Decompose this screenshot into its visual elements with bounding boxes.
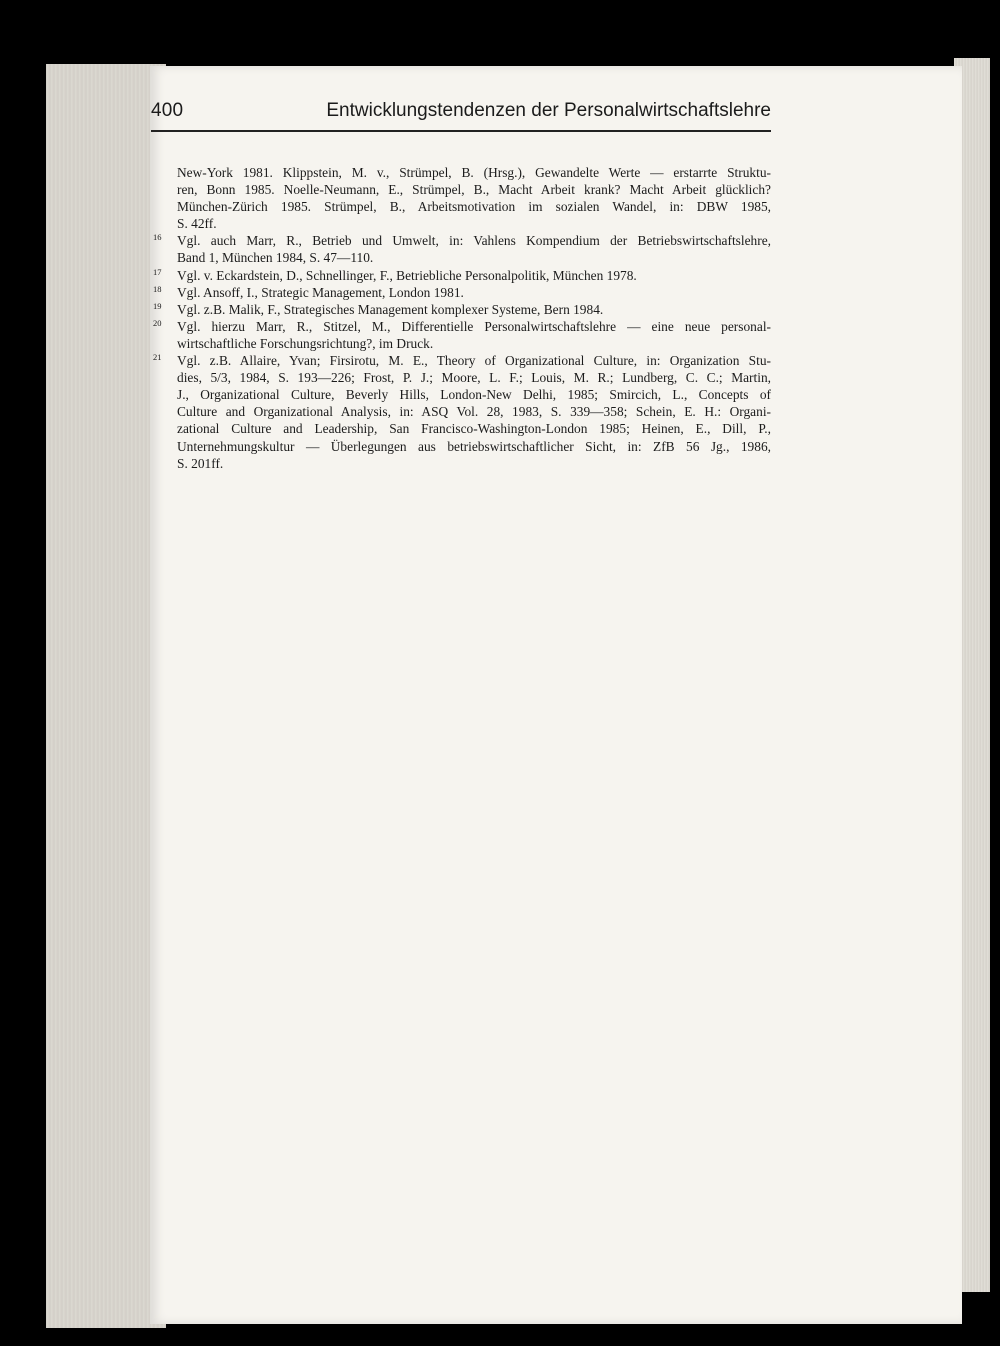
page-number: 400 xyxy=(151,100,184,121)
footnote-line: Culture and Organizational Analysis, in: ASQ Vol. 28, 1983, S. 339—358; Schein, E. H.: Organi- xyxy=(177,404,771,420)
footnote-line: Vgl. Ansoff, I., Strategic Management, London 1981. xyxy=(177,284,464,300)
header-rule xyxy=(151,130,771,132)
footnote xyxy=(151,164,771,232)
footnote-line: ren, Bonn 1985. Noelle-Neumann, E., Strümpel, B., Macht Arbeit krank? Macht Arbeit glücklich? xyxy=(177,182,771,198)
footnote-line: München-Zürich 1985. Strümpel, B., Arbeitsmotivation im sozialen Wandel, in: DBW 1985, xyxy=(177,199,771,215)
footnotes xyxy=(151,164,771,472)
footnote xyxy=(151,284,771,301)
page-header xyxy=(151,100,771,134)
footnote-number: 18 xyxy=(153,283,162,294)
footnote-line: Unternehmungskultur — Überlegungen aus betriebswirtschaftlicher Sicht, in: ZfB 56 Jg., 1986, xyxy=(177,438,771,454)
footnote xyxy=(151,318,771,352)
footnote-line: Band 1, München 1984, S. 47—110. xyxy=(177,250,374,266)
footnote-line: S. 201ff. xyxy=(177,455,224,471)
footnote-line: zational Culture and Leadership, San Francisco-Washington-London 1985; Heinen, E., Dill, P., xyxy=(177,421,771,437)
footnote-line: New-York 1981. Klippstein, M. v., Strümpel, B. (Hrsg.), Gewandelte Werte — erstarrte Struktu- xyxy=(177,165,771,180)
footnote-number: 21 xyxy=(153,352,162,363)
left-page-edges xyxy=(46,64,166,1328)
footnote xyxy=(151,352,771,472)
footnote xyxy=(151,301,771,318)
footnote-line: J., Organizational Culture, Beverly Hills, London-New Delhi, 1985; Smircich, L., Concepts of xyxy=(177,387,771,403)
footnote-line: Vgl. hierzu Marr, R., Stitzel, M., Differentielle Personalwirtschaftslehre — eine neue personal- xyxy=(177,318,771,334)
footnote-number: 19 xyxy=(153,300,162,311)
footnote-number: 17 xyxy=(153,266,162,277)
footnote xyxy=(151,267,771,284)
footnote-line: wirtschaftliche Forschungsrichtung?, im Druck. xyxy=(177,335,434,351)
footnote-line: Vgl. z.B. Malik, F., Strategisches Management komplexer Systeme, Bern 1984. xyxy=(177,301,604,317)
footnote-number: 20 xyxy=(153,317,162,328)
footnote-line: Vgl. auch Marr, R., Betrieb und Umwelt, in: Vahlens Kompendium der Betriebswirtschaftslehre, xyxy=(177,233,771,249)
footnote-number: 16 xyxy=(153,232,162,243)
footnote-line: Vgl. v. Eckardstein, D., Schnellinger, F., Betriebliche Personalpolitik, München 1978. xyxy=(177,267,637,283)
footnote-line: Vgl. z.B. Allaire, Yvan; Firsirotu, M. E., Theory of Organizational Culture, in: Organization Stu- xyxy=(177,353,771,369)
footnote-line: dies, 5/3, 1984, S. 193—226; Frost, P. J.; Moore, L. F.; Louis, M. R.; Lundberg, C. C.; Martin, xyxy=(177,370,771,386)
footnote xyxy=(151,232,771,266)
footnote-line: S. 42ff. xyxy=(177,216,217,232)
running-head: Entwicklungstendenzen der Personalwirtschaftslehre xyxy=(326,100,771,121)
